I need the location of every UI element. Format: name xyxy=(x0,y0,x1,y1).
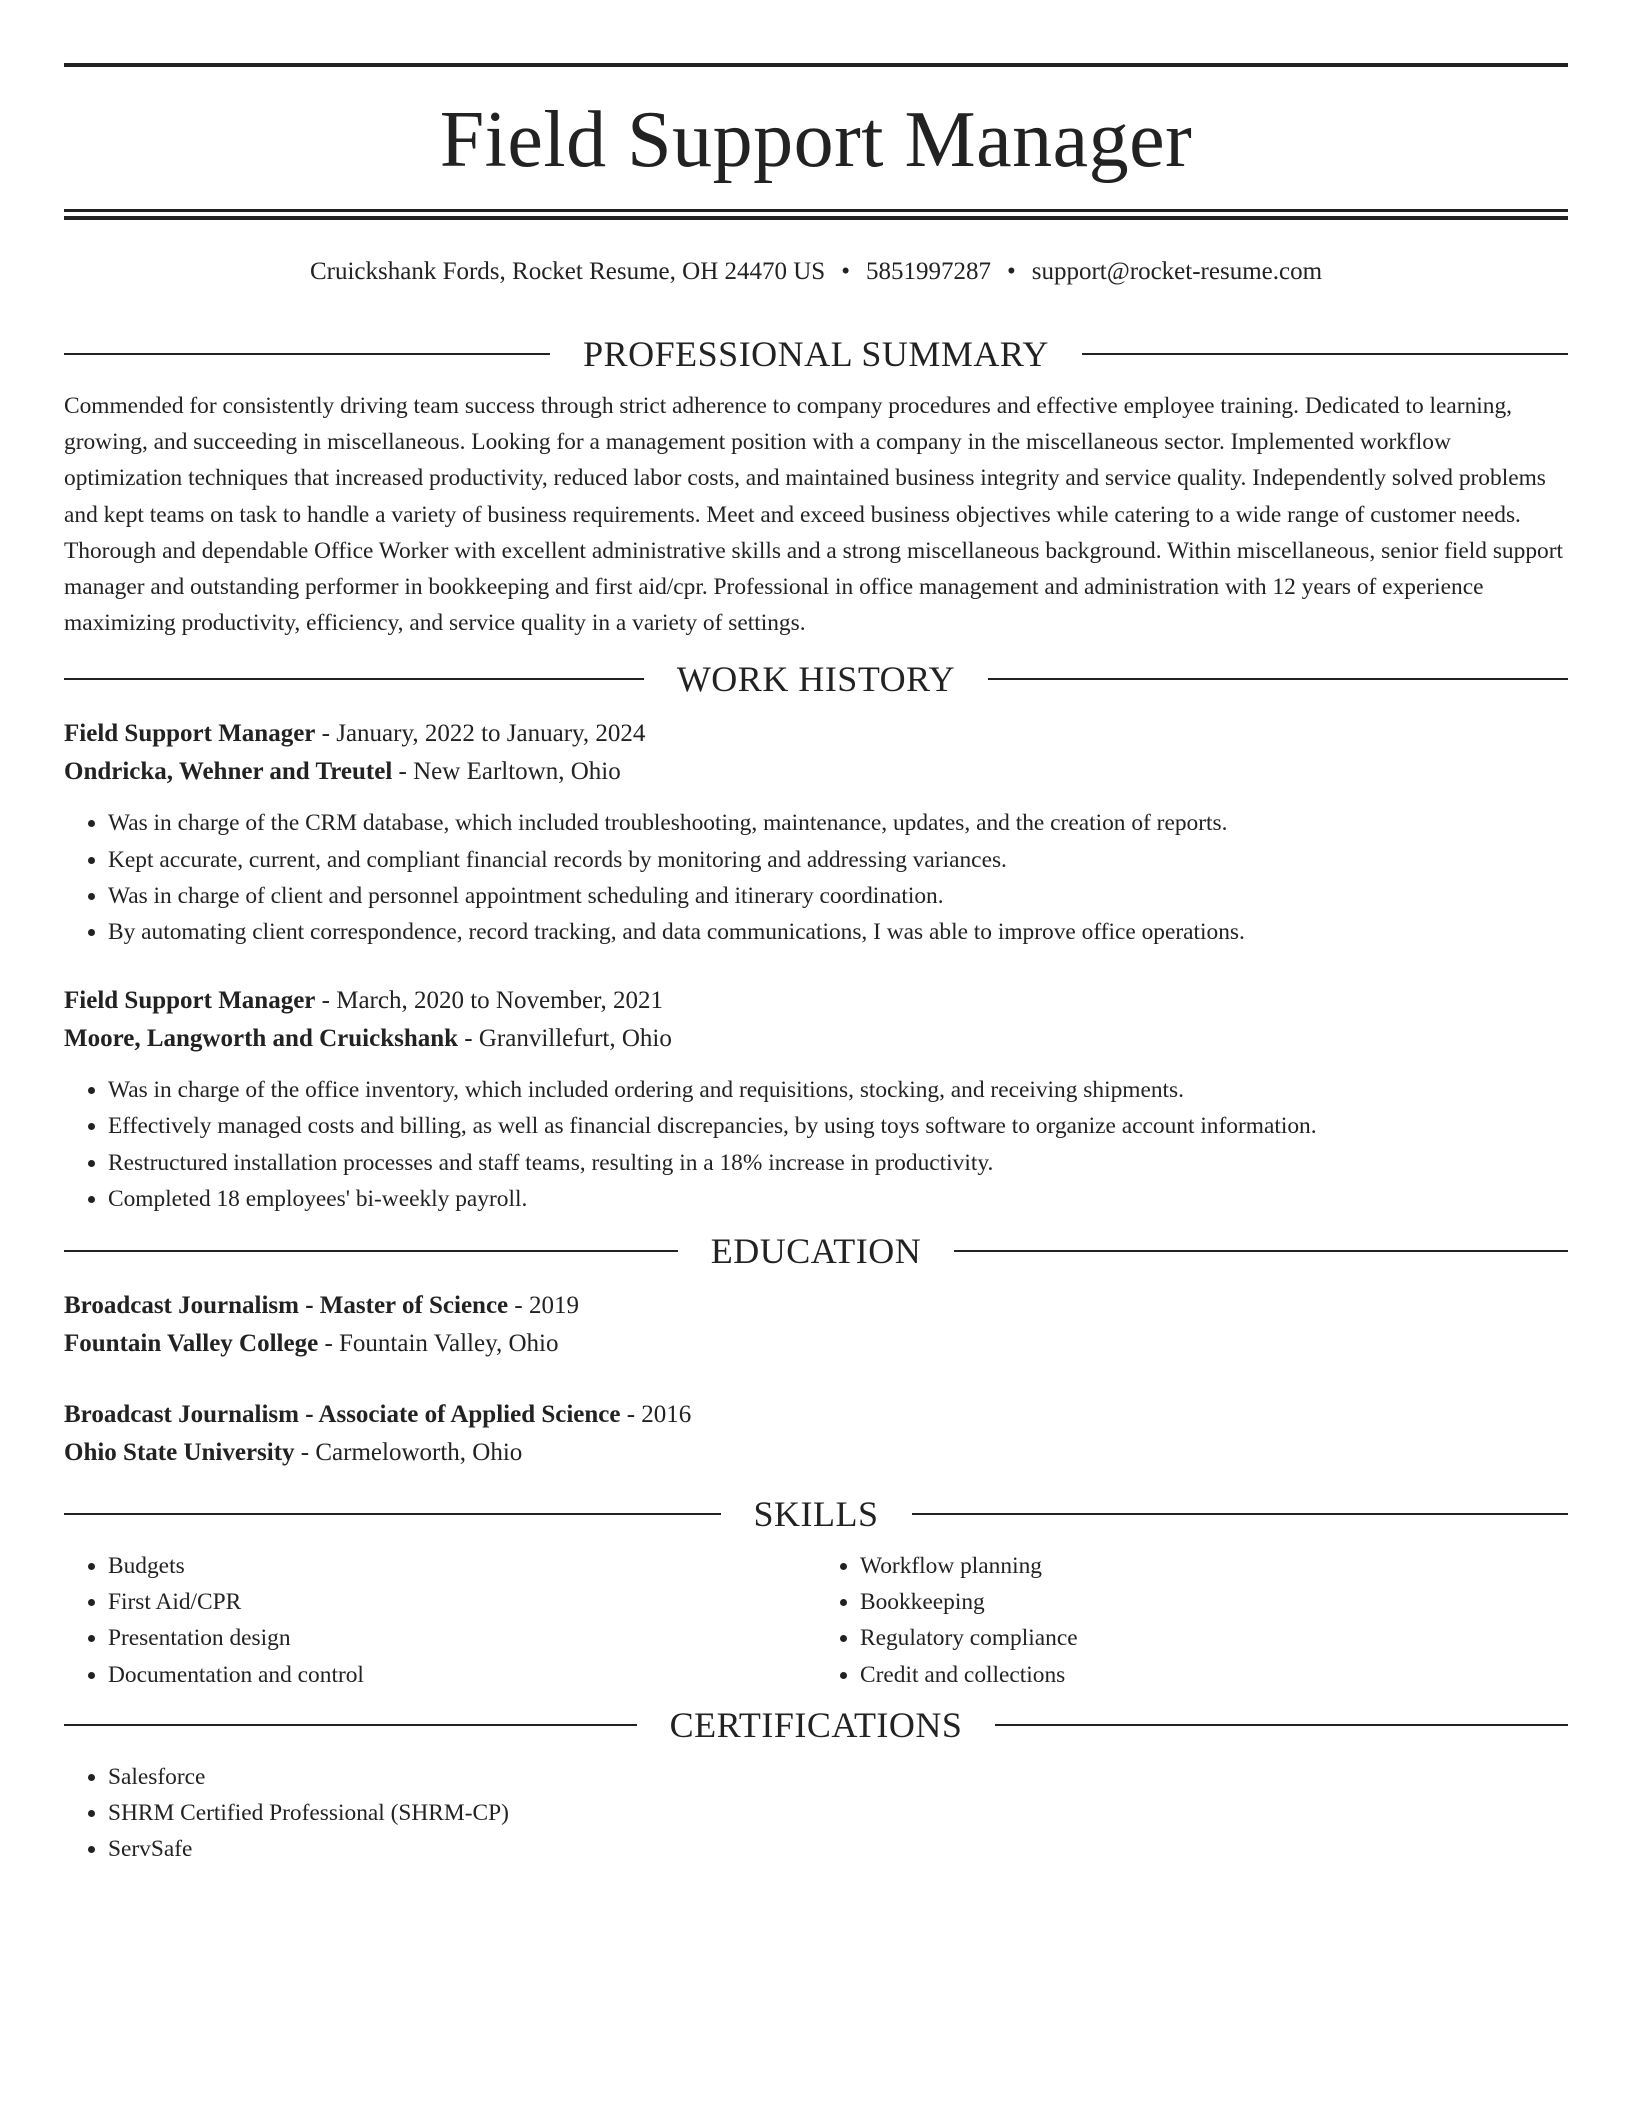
degree-line xyxy=(64,1396,1568,1434)
degree-year: - 2016 xyxy=(620,1401,692,1429)
school-line xyxy=(64,1434,1568,1472)
heading-rule xyxy=(988,678,1568,680)
section-heading-work-history xyxy=(64,655,1568,703)
certifications-list xyxy=(64,1759,1568,1868)
heading-rule xyxy=(64,353,550,355)
summary-text: Commended for consistently driving team success through strict adherence to company procedures and effective employee training. Dedicated to learning, growing, and succeeding in miscellaneous. Looking for a management position with a company in the miscellaneous sector. Implemented workflow optimization techniques that increased productivity, reduced labor costs, and maintained business integrity and service quality. Independently solved problems and kept teams on task to handle a variety of business requirements. Meet and exceed business objectives while catering to a wide range of customer needs. Thorough and dependable Office Worker with excellent administrative skills and a strong miscellaneous background. Within miscellaneous, senior field support manager and outstanding performer in bookkeeping and first aid/cpr. Professional in office management and administration with 12 years of experience maximizing productivity, efficiency, and service quality in a variety of settings. xyxy=(64,393,1563,637)
heading-rule xyxy=(64,1513,721,1515)
contact-separator: • xyxy=(1006,258,1016,285)
list-item: • Presentation design xyxy=(108,1620,816,1656)
job-dates: - January, 2022 to January, 2024 xyxy=(315,720,646,748)
job-dates: - March, 2020 to November, 2021 xyxy=(315,987,663,1015)
heading-rule xyxy=(1082,353,1568,355)
section-heading-skills xyxy=(64,1490,1568,1538)
school: Fountain Valley College xyxy=(64,1330,319,1358)
heading-rule xyxy=(912,1513,1569,1515)
list-item: • Regulatory compliance xyxy=(860,1620,1568,1656)
list-item: • Completed 18 employees' bi-weekly payroll. xyxy=(108,1181,1568,1217)
job-title: Field Support Manager xyxy=(64,987,316,1015)
job-bullets xyxy=(64,805,1568,950)
degree-line xyxy=(64,1287,1568,1325)
contact-line xyxy=(64,254,1568,290)
list-item: • Was in charge of client and personnel appointment scheduling and itinerary coordination. xyxy=(108,878,1568,914)
job-company: Ondricka, Wehner and Treutel xyxy=(64,758,393,786)
education-entry xyxy=(64,1287,1568,1363)
double-rule-upper xyxy=(64,209,1568,212)
list-item: • Workflow planning xyxy=(860,1548,1568,1584)
skills-list-right xyxy=(816,1548,1568,1693)
heading-rule xyxy=(64,678,644,680)
job-location: - Granvillefurt, Ohio xyxy=(458,1025,672,1053)
heading-rule xyxy=(64,1724,637,1726)
skills-columns xyxy=(64,1548,1568,1693)
job-company-line xyxy=(64,1020,1568,1058)
list-item: • SHRM Certified Professional (SHRM-CP) xyxy=(108,1795,1568,1831)
job-bullets xyxy=(64,1072,1568,1217)
list-item: • Salesforce xyxy=(108,1759,1568,1795)
double-rule-lower xyxy=(64,216,1568,220)
job-entry xyxy=(64,715,1568,950)
list-item: • By automating client correspondence, record tracking, and data communications, I was able to improve office operations. xyxy=(108,914,1568,950)
contact-address: Cruickshank Fords, Rocket Resume, OH 24470 US xyxy=(309,258,826,285)
heading-rule xyxy=(954,1250,1568,1252)
list-item: • Bookkeeping xyxy=(860,1584,1568,1620)
school-line xyxy=(64,1325,1568,1363)
section-heading-certifications xyxy=(64,1701,1568,1749)
resume-title: Field Support Manager xyxy=(439,96,1193,184)
heading-rule xyxy=(64,1250,678,1252)
list-item: • Credit and collections xyxy=(860,1657,1568,1693)
section-title: PROFESSIONAL SUMMARY xyxy=(583,334,1049,374)
contact-phone: 5851997287 xyxy=(865,258,991,285)
list-item: • Effectively managed costs and billing, as well as financial discrepancies, by using toys software to organize account information. xyxy=(108,1108,1568,1144)
job-company-line xyxy=(64,753,1568,791)
list-item: • Budgets xyxy=(108,1548,816,1584)
contact-separator: • xyxy=(841,258,850,285)
list-item: • Restructured installation processes and staff teams, resulting in a 18% increase in productivity. xyxy=(108,1145,1568,1181)
job-entry xyxy=(64,982,1568,1217)
list-item: • First Aid/CPR xyxy=(108,1584,816,1620)
list-item: • Documentation and control xyxy=(108,1657,816,1693)
school-location: - Carmeloworth, Ohio xyxy=(294,1439,523,1467)
list-item: • Kept accurate, current, and compliant financial records by monitoring and addressing variances. xyxy=(108,842,1568,878)
degree: Broadcast Journalism - Associate of Applied Science xyxy=(64,1401,621,1429)
list-item: • Was in charge of the office inventory, which included ordering and requisitions, stocking, and receiving shipments. xyxy=(108,1072,1568,1108)
education-entry xyxy=(64,1396,1568,1472)
job-title-line xyxy=(64,715,1568,753)
school-location: - Fountain Valley, Ohio xyxy=(318,1330,559,1358)
top-rule xyxy=(64,63,1568,67)
skills-list-left xyxy=(64,1548,816,1693)
degree-year: - 2019 xyxy=(508,1292,579,1320)
job-title-line xyxy=(64,982,1568,1020)
section-title: CERTIFICATIONS xyxy=(669,1704,963,1745)
section-title: SKILLS xyxy=(753,1494,879,1535)
section-title: WORK HISTORY xyxy=(676,659,956,700)
job-title: Field Support Manager xyxy=(64,720,316,748)
degree: Broadcast Journalism - Master of Science xyxy=(64,1292,509,1320)
resume-body xyxy=(64,330,1568,1867)
heading-rule xyxy=(995,1724,1568,1726)
section-heading-summary xyxy=(64,330,1568,378)
section-title: EDUCATION xyxy=(710,1231,922,1272)
contact-email: support@rocket-resume.com xyxy=(1031,258,1323,285)
job-location: - New Earltown, Ohio xyxy=(392,758,621,786)
section-heading-education xyxy=(64,1227,1568,1275)
list-item: • ServSafe xyxy=(108,1831,1568,1867)
list-item: • Was in charge of the CRM database, which included troubleshooting, maintenance, updates, and the creation of reports. xyxy=(108,805,1568,841)
job-company: Moore, Langworth and Cruickshank xyxy=(64,1025,459,1053)
school: Ohio State University xyxy=(64,1439,295,1467)
